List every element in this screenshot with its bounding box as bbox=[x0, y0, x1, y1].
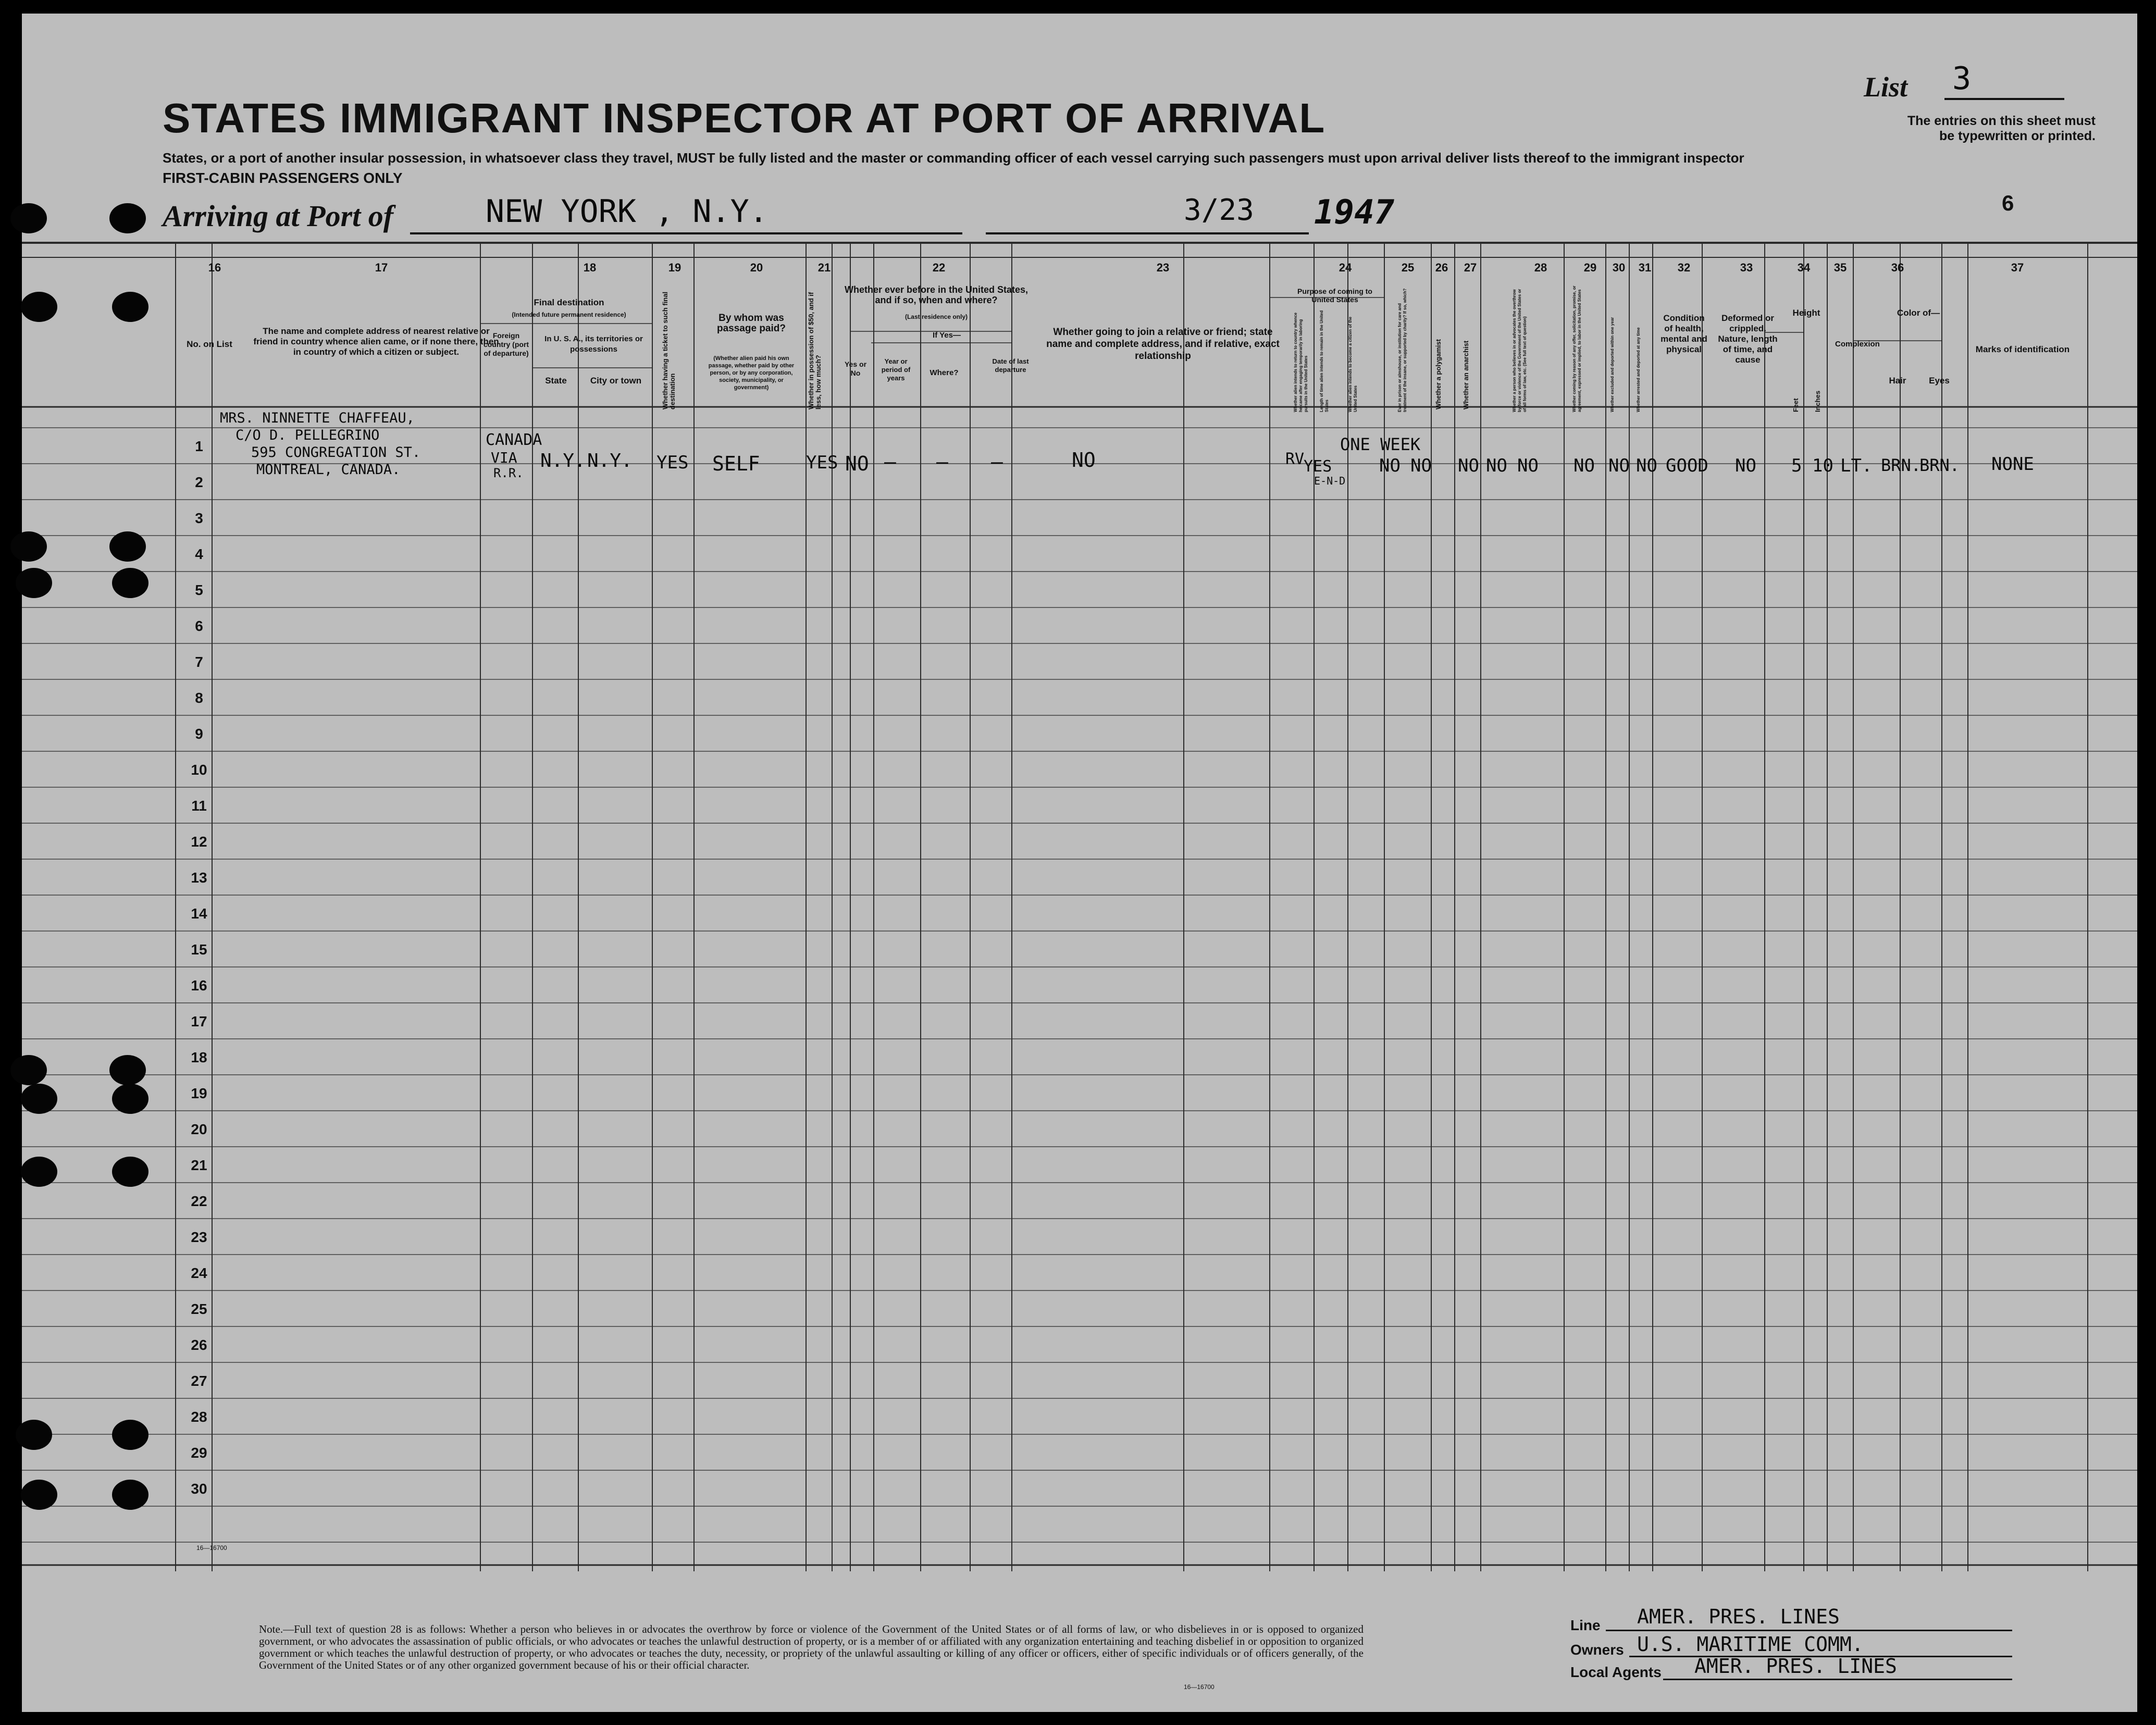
colnum-31: 31 bbox=[1638, 261, 1652, 274]
city-value: N.Y. bbox=[587, 450, 633, 471]
header-contract-labor: Whether coming by reason of any offer, solicitation, promise, or agreement, expressed or implied, to labor in the United States bbox=[1572, 286, 1582, 412]
hair-value: BRN. bbox=[1881, 455, 1922, 475]
purpose-citizen-value: NO bbox=[1379, 455, 1401, 476]
prison-value: NO bbox=[1410, 455, 1432, 476]
colnum-16: 16 bbox=[208, 261, 221, 274]
before-in-us-value: NO bbox=[845, 452, 869, 475]
header-before-sub: (Last residence only) bbox=[904, 313, 968, 320]
agents-value: AMER. PRES. LINES bbox=[1694, 1655, 1897, 1678]
colnum-19: 19 bbox=[668, 261, 682, 274]
sheet-number: 6 bbox=[2002, 191, 2014, 215]
table-grid bbox=[22, 14, 2137, 1712]
foreign-country-value: CANADA bbox=[486, 431, 542, 449]
where-dash: — bbox=[936, 450, 948, 473]
row-number: 16 bbox=[191, 977, 207, 994]
date-underline bbox=[986, 232, 1309, 234]
header-overthrow: Whether a person who believes in or advocates the overthrow by force or violence of the Government of the United States or of all forms of law, etc. (See full text of question) bbox=[1512, 289, 1527, 412]
colnum-33: 33 bbox=[1740, 261, 1753, 274]
punch-hole bbox=[112, 292, 148, 322]
header-deformed: Deformed or crippled. Nature, length of time, and cause bbox=[1718, 313, 1778, 365]
ticket-value: YES bbox=[656, 452, 689, 473]
row-number: 15 bbox=[191, 941, 207, 958]
agents-label: Local Agents bbox=[1570, 1664, 1662, 1680]
header-last-departure: Date of last departure bbox=[992, 357, 1029, 374]
punch-hole bbox=[112, 568, 148, 598]
header-polygamist: Whether a polygamist bbox=[1434, 339, 1442, 409]
row-number: 20 bbox=[191, 1121, 207, 1137]
header-where: Where? bbox=[930, 368, 959, 377]
header-purpose: Purpose of coming to United States bbox=[1297, 287, 1372, 304]
colnum-34: 34 bbox=[1797, 261, 1811, 274]
punch-hole bbox=[112, 1157, 148, 1187]
row-number: 2 bbox=[195, 474, 203, 490]
list-number: 3 bbox=[1952, 60, 1972, 97]
row-number: 18 bbox=[191, 1049, 207, 1065]
punch-hole bbox=[21, 1157, 57, 1187]
row-number: 10 bbox=[191, 762, 207, 778]
header-foreign-country: Foreign country (port of departure) bbox=[483, 331, 529, 357]
punch-hole bbox=[16, 568, 52, 598]
footnote-question-28: Note.—Full text of question 28 is as follows: Whether a person who believes in or advocates the overthrow by force or violence of the Government of the United States or of all forms of law, or who disbelieves in or is opposed to organized government, or who advocates the assassination of public officials, or who advocates or teaches the unlawful destruction of property, or is a member of or affiliated with any organization entertaining and teaching disbelief in or opposition to organized government or which teaches the unlawful destruction of property, or who advocates or teaches the duty, necessity, or propriety of the unlawful assaulting or killing of any officer or officers, either of specific individuals or of officers generally, of the Government of the United States or of any other organized government because of his or their official character. bbox=[259, 1623, 1364, 1671]
punch-hole bbox=[10, 531, 47, 562]
foreign-rr-value: R.R. bbox=[493, 466, 524, 480]
row-number: 24 bbox=[191, 1265, 207, 1281]
departure-dash: — bbox=[991, 450, 1003, 473]
anarchist-value: NO bbox=[1486, 455, 1507, 476]
row-number: 3 bbox=[195, 510, 203, 526]
row-number: 5 bbox=[195, 582, 203, 598]
overthrow-value: NO bbox=[1517, 455, 1539, 476]
header-feet: Feet bbox=[1792, 398, 1800, 412]
row-number: 9 bbox=[195, 726, 203, 742]
row-number: 19 bbox=[191, 1085, 207, 1101]
agents-underline bbox=[1663, 1679, 2012, 1680]
owners-label: Owners bbox=[1570, 1642, 1624, 1658]
punch-hole bbox=[109, 1055, 146, 1085]
row-number: 11 bbox=[191, 798, 207, 814]
line-label: Line bbox=[1570, 1617, 1601, 1633]
contract-labor-value: NO bbox=[1573, 455, 1595, 476]
line-value: AMER. PRES. LINES bbox=[1637, 1605, 1840, 1628]
list-label: List bbox=[1864, 71, 1908, 103]
purpose-yes: YES bbox=[1304, 457, 1332, 476]
manifest-sheet bbox=[22, 14, 2137, 1712]
row-number: 25 bbox=[191, 1301, 207, 1317]
header-final-destination-sub: (Intended future permanent residence) bbox=[512, 311, 626, 318]
deported-value: NO bbox=[1636, 455, 1657, 476]
header-nearest-relative: The name and complete address of nearest relative or friend in country whence alien came, or if none there, then in country of which a citizen or subject. bbox=[253, 326, 499, 357]
header-prison: Ever in prison or almshouse, or institution for care and treatment of the insane, or supported by charity? If so, which? bbox=[1397, 288, 1407, 412]
header-health: Condition of health, mental and physical bbox=[1661, 313, 1707, 354]
join-relative-value: NO bbox=[1072, 449, 1096, 471]
header-marks: Marks of identification bbox=[1975, 344, 2070, 354]
colnum-28: 28 bbox=[1534, 261, 1547, 274]
row-number: 26 bbox=[191, 1337, 207, 1353]
header-purpose-citizen: Whether alien intends to become a citizen of the United States bbox=[1348, 316, 1358, 412]
header-ticket: Whether having a ticket to such final destination bbox=[661, 291, 676, 409]
entries-note bbox=[1814, 114, 2096, 144]
form-number-left: 16—16700 bbox=[196, 1544, 227, 1552]
row-number: 1 bbox=[195, 438, 203, 454]
header-purpose-return: Whether alien intends to return to country whence he came after engaging temporarily in laboring pursuits in the United States bbox=[1293, 312, 1308, 412]
row-number: 23 bbox=[191, 1229, 207, 1245]
row-number: 28 bbox=[191, 1409, 207, 1425]
colnum-37: 37 bbox=[2011, 261, 2024, 274]
relative-city: MONTREAL, CANADA. bbox=[256, 462, 401, 478]
deformed-value: NO bbox=[1735, 455, 1756, 476]
colnum-17: 17 bbox=[375, 261, 388, 274]
header-complexion: Complexion bbox=[1835, 340, 1880, 349]
colnum-30: 30 bbox=[1612, 261, 1626, 274]
marks-value: NONE bbox=[1991, 454, 2034, 475]
colnum-27: 27 bbox=[1464, 261, 1477, 274]
colnum-20: 20 bbox=[750, 261, 763, 274]
punch-hole bbox=[21, 292, 57, 322]
row-number: 13 bbox=[191, 870, 207, 886]
header-money: Whether in possession of $50, and if less, how much? bbox=[807, 292, 822, 409]
row-number: 14 bbox=[191, 905, 207, 922]
years-dash: — bbox=[884, 450, 896, 473]
row-number: 17 bbox=[191, 1013, 207, 1029]
complexion-value: LT. bbox=[1840, 455, 1873, 476]
relative-care-of: C/O D. PELLEGRINO bbox=[236, 427, 380, 443]
foreign-via-value: VIA bbox=[491, 449, 517, 466]
class-note: FIRST-CABIN PASSENGERS ONLY bbox=[163, 170, 403, 186]
purpose-length-value: ONE WEEK bbox=[1340, 435, 1421, 454]
header-deported: Whether arrested and deported at any time bbox=[1636, 327, 1641, 412]
list-underline bbox=[1944, 98, 2064, 100]
row-number: 22 bbox=[191, 1193, 207, 1209]
state-value: N.Y. bbox=[540, 450, 586, 471]
header-passage-paid-sub: (Whether alien paid his own passage, whether paid by other person, or by any corporation, society, municipality, or government) bbox=[708, 355, 795, 391]
header-inches: Inches bbox=[1814, 390, 1822, 412]
line-underline bbox=[1606, 1630, 2012, 1631]
entries-note-line-2: be typewritten or printed. bbox=[1939, 129, 2096, 143]
colnum-24: 24 bbox=[1339, 261, 1352, 274]
header-years: Year or period of years bbox=[881, 357, 911, 382]
owners-value: U.S. MARITIME COMM. bbox=[1637, 1633, 1864, 1656]
header-hair: Hair bbox=[1889, 376, 1906, 386]
header-if-yes: If Yes— bbox=[933, 331, 961, 340]
row-number: 27 bbox=[191, 1373, 207, 1389]
eyes-value: BRN. bbox=[1919, 455, 1960, 475]
row-number: 12 bbox=[191, 834, 207, 850]
header-purpose-length: Length of time alien intends to remain in the United States bbox=[1319, 310, 1329, 412]
punch-hole bbox=[109, 203, 146, 233]
inches-value: 10 bbox=[1812, 455, 1833, 476]
header-eyes: Eyes bbox=[1929, 376, 1950, 386]
header-color-of: Color of— bbox=[1897, 308, 1940, 318]
header-final-destination: Final destination bbox=[534, 297, 604, 307]
colnum-25: 25 bbox=[1401, 261, 1415, 274]
punch-hole bbox=[21, 1480, 57, 1510]
purpose-rv: RV bbox=[1285, 450, 1305, 468]
entries-note-line-1: The entries on this sheet must bbox=[1907, 114, 2096, 128]
row-number: 30 bbox=[191, 1481, 207, 1497]
arriving-label: Arriving at Port of bbox=[163, 199, 394, 233]
punch-hole bbox=[10, 1055, 47, 1085]
relative-name: MRS. NINNETTE CHAFFEAU, bbox=[220, 410, 415, 426]
health-value: GOOD bbox=[1666, 455, 1708, 476]
punch-hole bbox=[112, 1084, 148, 1114]
colnum-36: 36 bbox=[1891, 261, 1904, 274]
form-number-bottom: 16—16700 bbox=[1184, 1683, 1215, 1691]
colnum-29: 29 bbox=[1583, 261, 1597, 274]
punch-hole bbox=[112, 1420, 148, 1450]
colnum-26: 26 bbox=[1435, 261, 1448, 274]
punch-hole bbox=[16, 1420, 52, 1450]
header-in-usa: In U. S. A., its territories or possessions bbox=[544, 334, 643, 354]
row-number: 29 bbox=[191, 1445, 207, 1461]
header-height: Height bbox=[1792, 308, 1820, 318]
money-value: YES bbox=[806, 452, 838, 473]
polygamist-value: NO bbox=[1458, 455, 1479, 476]
header-join-relative: Whether going to join a relative or friend; state name and complete address, and if relative, exact relationship bbox=[1046, 327, 1280, 362]
relative-street: 595 CONGREGATION ST. bbox=[251, 444, 421, 461]
punch-hole bbox=[10, 203, 47, 233]
colnum-23: 23 bbox=[1156, 261, 1170, 274]
paid-by-value: SELF bbox=[712, 452, 760, 475]
punch-hole bbox=[109, 531, 146, 562]
colnum-22: 22 bbox=[932, 261, 946, 274]
port-value: NEW YORK , N.Y. bbox=[486, 193, 768, 230]
row-number: 21 bbox=[191, 1157, 207, 1173]
row-number: 8 bbox=[195, 690, 203, 706]
excluded-value: NO bbox=[1608, 455, 1630, 476]
header-no-on-list: No. on List bbox=[187, 339, 232, 349]
colnum-35: 35 bbox=[1833, 261, 1847, 274]
row-number: 6 bbox=[195, 618, 203, 634]
punch-hole bbox=[21, 1084, 57, 1114]
port-underline bbox=[410, 232, 962, 234]
purpose-end: E-N-D bbox=[1314, 475, 1346, 487]
header-anarchist: Whether an anarchist bbox=[1462, 340, 1470, 409]
header-excluded: Whether excluded and deported within one year bbox=[1610, 317, 1615, 412]
feet-value: 5 bbox=[1791, 455, 1802, 476]
header-yes-no: Yes or No bbox=[844, 360, 867, 377]
header-state: State bbox=[545, 376, 567, 386]
header-city: City or town bbox=[590, 376, 642, 386]
row-number: 7 bbox=[195, 654, 203, 670]
colnum-21: 21 bbox=[817, 261, 831, 274]
year-value: 1947 bbox=[1314, 193, 1395, 232]
page-title: STATES IMMIGRANT INSPECTOR AT PORT OF ARRIVAL bbox=[163, 95, 1326, 141]
colnum-18: 18 bbox=[583, 261, 597, 274]
header-before-in-us: Whether ever before in the United States, and if so, when and where? bbox=[844, 284, 1029, 305]
header-passage-paid: By whom was passage paid? bbox=[717, 313, 786, 334]
colnum-32: 32 bbox=[1677, 261, 1691, 274]
punch-hole bbox=[112, 1480, 148, 1510]
row-number: 4 bbox=[195, 546, 203, 562]
date-value: 3/23 bbox=[1184, 193, 1254, 227]
instruction-text: States, or a port of another insular possession, in whatsoever class they travel, MUST be fully listed and the master or commanding officer of each vessel carrying such passengers must upon arrival deliver lists thereof to the immigrant inspector bbox=[163, 150, 1744, 166]
